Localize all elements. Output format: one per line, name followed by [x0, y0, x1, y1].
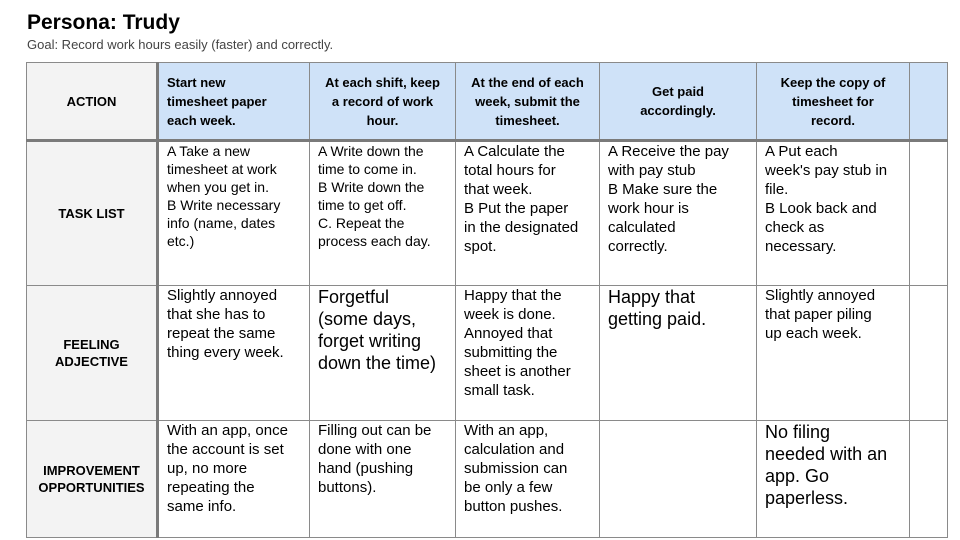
action-cell-1: Start new timesheet paper each week. [158, 63, 310, 141]
feeling-cell-5: Slightly annoyed that paper piling up each week. [757, 286, 910, 421]
feeling-cell-4: Happy that getting paid. [600, 286, 757, 421]
row-header-improvement: IMPROVEMENT OPPORTUNITIES [27, 421, 158, 538]
task-cell-5: A Put each week's pay stub in file. B Look back and check as necessary. [757, 141, 910, 286]
task-cell-1: A Take a new timesheet at work when you get in. B Write necessary info (name, dates etc.) [158, 141, 310, 286]
action-row [27, 63, 948, 141]
task-cell-4: A Receive the pay with pay stub B Make sure the work hour is calculated correctly. [600, 141, 757, 286]
improvement-cell-3: With an app, calculation and submission can be only a few button pushes. [456, 421, 600, 538]
feeling-cell-3: Happy that the week is done. Annoyed that submitting the sheet is another small task. [456, 286, 600, 421]
feeling-cell-1: Slightly annoyed that she has to repeat the same thing every week. [158, 286, 310, 421]
feeling-cell-empty [910, 286, 948, 421]
improvement-cell-empty [910, 421, 948, 538]
row-header-feeling: FEELING ADJECTIVE [27, 286, 158, 421]
action-cell-5: Keep the copy of timesheet for record. [757, 63, 910, 141]
improvement-cell-2: Filling out can be done with one hand (pushing buttons). [310, 421, 456, 538]
task-list-row [27, 141, 948, 286]
action-cell-empty [910, 63, 948, 141]
page-title: Persona: Trudy [27, 11, 180, 34]
row-header-action: ACTION [27, 63, 158, 141]
task-cell-empty [910, 141, 948, 286]
task-cell-3: A Calculate the total hours for that week. B Put the paper in the designated spot. [456, 141, 600, 286]
page-subtitle: Goal: Record work hours easily (faster) and correctly. [27, 37, 334, 52]
improvement-cell-5: No filing needed with an app. Go paperless. [757, 421, 910, 538]
journey-map-table [26, 62, 948, 538]
improvement-cell-1: With an app, once the account is set up, no more repeating the same info. [158, 421, 310, 538]
action-cell-2: At each shift, keep a record of work hour. [310, 63, 456, 141]
row-header-task-list: TASK LIST [27, 141, 158, 286]
task-cell-2: A Write down the time to come in. B Write down the time to get off. C. Repeat the process each day. [310, 141, 456, 286]
action-cell-4: Get paid accordingly. [600, 63, 757, 141]
improvement-cell-4 [600, 421, 757, 538]
action-cell-3: At the end of each week, submit the timesheet. [456, 63, 600, 141]
feeling-cell-2: Forgetful (some days, forget writing down the time) [310, 286, 456, 421]
feeling-row [27, 286, 948, 421]
improvement-row [27, 421, 948, 538]
